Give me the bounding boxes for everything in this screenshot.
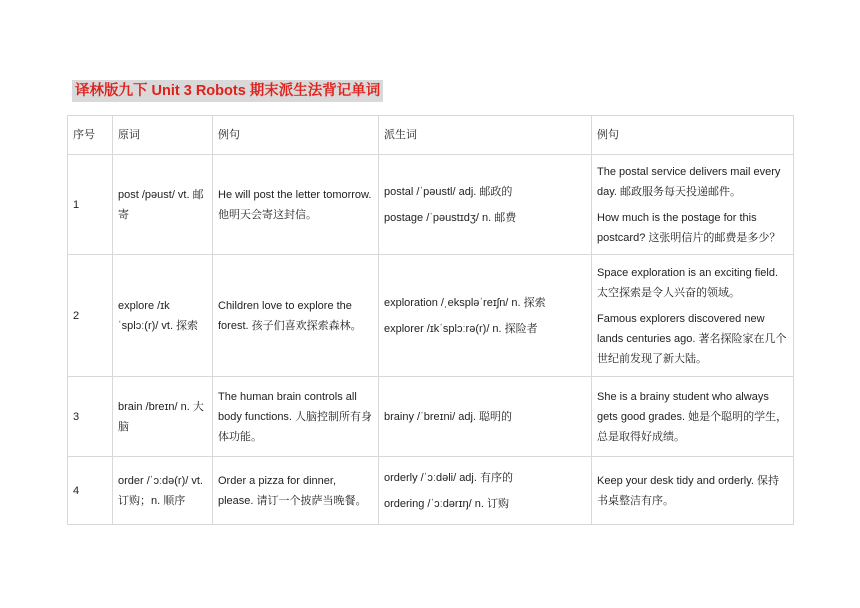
original-word: explore /ɪkˈsplɔː(r)/ vt. 探索 [113, 255, 213, 377]
derived-words [379, 155, 592, 255]
derived-word: brainy /ˈbreɪni/ adj. 聪明的 [384, 410, 513, 423]
derived-example: The postal service delivers mail every day. 邮政服务每天投递邮件。 [597, 165, 781, 198]
document-title: 译林版九下 Unit 3 Robots 期末派生法背记单词 [72, 80, 383, 102]
derived-example: Keep your desk tidy and orderly. 保持书桌整洁有序。 [597, 474, 779, 507]
example-sentence: The human brain controls all body functions. 人脑控制所有身体功能。 [213, 377, 379, 457]
table-header-row [68, 116, 794, 155]
table-row [68, 155, 794, 255]
example-sentence: He will post the letter tomorrow. 他明天会寄这封信。 [213, 155, 379, 255]
derived-words [379, 255, 592, 377]
original-word: brain /breɪn/ n. 大脑 [113, 377, 213, 457]
derived-example: She is a brainy student who always gets good grades. 她是个聪明的学生，总是取得好成绩。 [597, 390, 788, 443]
derived-example: How much is the postage for this postcard? 这张明信片的邮费是多少？ [597, 211, 781, 244]
derived-words [379, 377, 592, 457]
derived-words [379, 457, 592, 525]
table-row [68, 377, 794, 457]
derived-examples [592, 155, 794, 255]
header-number: 序号 [68, 116, 113, 155]
table-row [68, 255, 794, 377]
example-sentence: Children love to explore the forest. 孩子们喜欢探索森林。 [213, 255, 379, 377]
derived-word: ordering /ˈɔːdərɪŋ/ n. 订购 [384, 497, 509, 510]
derived-example: Space exploration is an exciting field. 太空探索是令人兴奋的领域。 [597, 266, 778, 299]
row-number: 1 [68, 155, 113, 255]
vocabulary-table [67, 115, 794, 525]
original-word: order /ˈɔːdə(r)/ vt. 订购；n. 顺序 [113, 457, 213, 525]
derived-word: postal /ˈpəustl/ adj. 邮政的 [384, 185, 513, 198]
row-number: 2 [68, 255, 113, 377]
derived-word: explorer /ɪkˈsplɔːrə(r)/ n. 探险者 [384, 322, 538, 335]
header-example: 例句 [213, 116, 379, 155]
header-original-word: 原词 [113, 116, 213, 155]
derived-word: exploration /ˌekspləˈreɪʃn/ n. 探索 [384, 296, 546, 309]
original-word: post /pəust/ vt. 邮寄 [113, 155, 213, 255]
derived-examples [592, 457, 794, 525]
row-number: 3 [68, 377, 113, 457]
derived-word: postage /ˈpəustɪdʒ/ n. 邮费 [384, 211, 517, 224]
example-sentence: Order a pizza for dinner, please. 请订一个披萨当晚餐。 [213, 457, 379, 525]
derived-examples [592, 377, 794, 457]
header-derived-word: 派生词 [379, 116, 592, 155]
derived-example: Famous explorers discovered new lands centuries ago. 著名探险家在几个世纪前发现了新大陆。 [597, 312, 787, 365]
derived-examples [592, 255, 794, 377]
header-derived-example: 例句 [592, 116, 794, 155]
derived-word: orderly /ˈɔːdəli/ adj. 有序的 [384, 471, 513, 484]
table-row [68, 457, 794, 525]
row-number: 4 [68, 457, 113, 525]
